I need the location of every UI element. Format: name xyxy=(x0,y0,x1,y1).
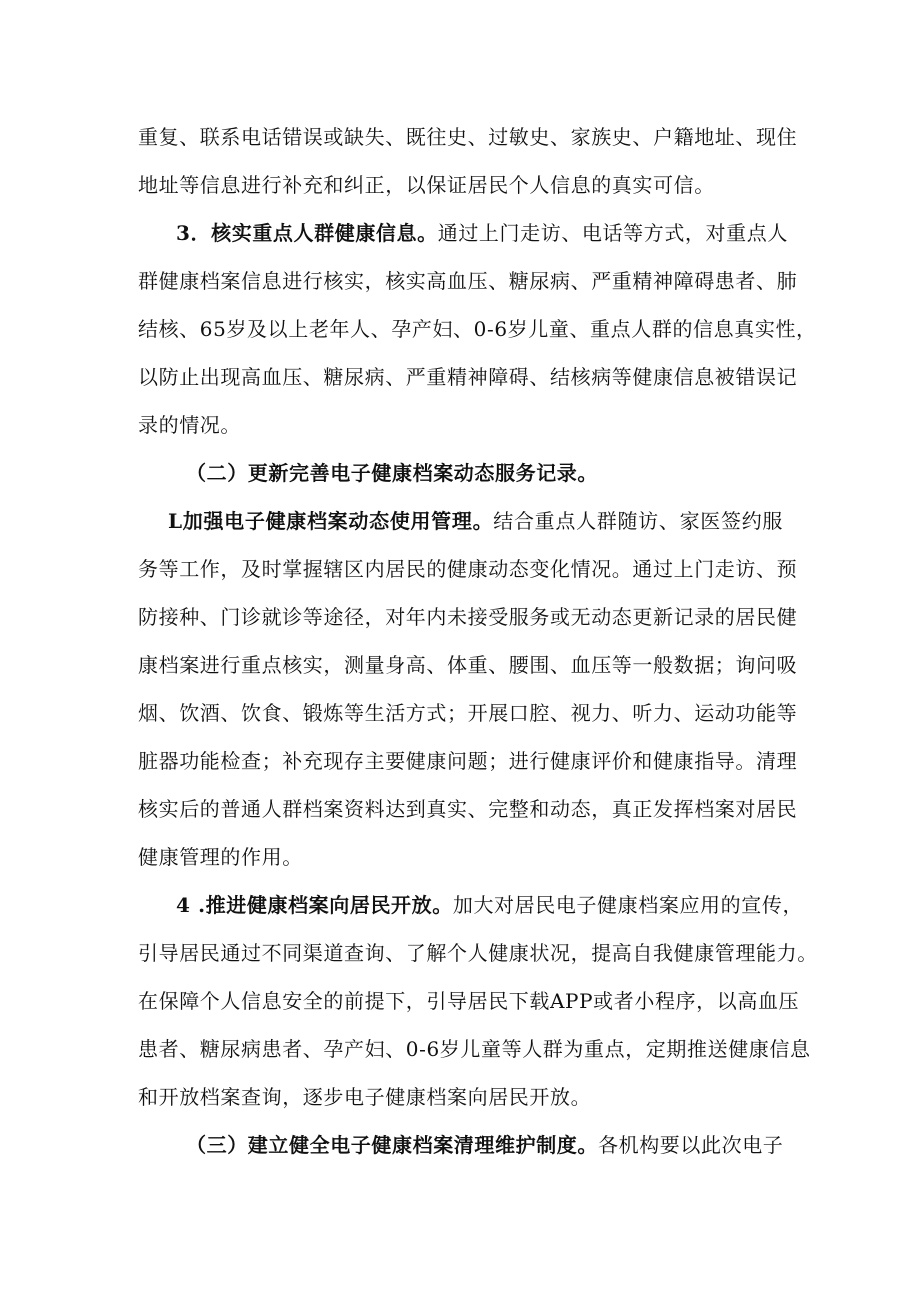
item-text: 通过上门走访、电话等方式，对重点人 xyxy=(437,221,788,245)
section-heading: （二）更新完善电子健康档案动态服务记录。 xyxy=(186,461,598,485)
text-line: 健康管理的作用。 xyxy=(138,845,303,869)
text-line: 患者、糖尿病患者、孕产妇、0-6岁儿童等人群为重点，定期推送健康信息 xyxy=(138,1037,811,1061)
item-heading: L加强电子健康档案动态使用管理。 xyxy=(168,509,494,533)
document-page xyxy=(138,113,818,1169)
text-line: 地址等信息进行补充和纠正，以保证居民个人信息的真实可信。 xyxy=(138,173,715,197)
text-line: 烟、饮酒、饮食、锻炼等生活方式；开展口腔、视力、听力、运动功能等 xyxy=(138,701,798,725)
item-heading: 3．核实重点人群健康信息。 xyxy=(176,221,438,245)
text-line: 务等工作，及时掌握辖区内居民的健康动态变化情况。通过上门走访、预 xyxy=(138,557,798,581)
text-line: 防接种、门诊就诊等途径，对年内未接受服务或无动态更新记录的居民健 xyxy=(138,605,798,629)
text-line: 在保障个人信息安全的前提下，引导居民下载APP或者小程序，以高血压 xyxy=(138,989,800,1013)
text-line: 群健康档案信息进行核实，核实高血压、糖尿病、严重精神障碍患者、肺 xyxy=(138,269,798,293)
numbered-paragraph-1 xyxy=(138,497,783,545)
item-text: 各机构要以此次电子 xyxy=(598,1133,784,1157)
item-text: 结合重点人群随访、家医签约服 xyxy=(493,509,783,533)
section-heading: （三）建立健全电子健康档案清理维护制度。 xyxy=(186,1133,598,1157)
text-line: 引导居民通过不同渠道查询、了解个人健康状况，提高自我健康管理能力。 xyxy=(138,941,818,965)
item-heading: 4 .推进健康档案向居民开放。 xyxy=(176,893,453,917)
text-line: 和开放档案查询，逐步电子健康档案向居民开放。 xyxy=(138,1085,592,1109)
text-line: 重复、联系电话错误或缺失、既往史、过敏史、家族史、户籍地址、现住 xyxy=(138,125,798,149)
numbered-paragraph-3 xyxy=(138,209,788,257)
text-line: 脏器功能检查；补充现存主要健康问题；进行健康评价和健康指导。清理 xyxy=(138,749,798,773)
section-heading-3 xyxy=(138,1121,783,1169)
text-line: 康档案进行重点核实，测量身高、体重、腰围、血压等一般数据；询问吸 xyxy=(138,653,798,677)
numbered-paragraph-4 xyxy=(138,881,804,929)
text-line: 核实后的普通人群档案资料达到真实、完整和动态，真正发挥档案对居民 xyxy=(138,797,798,821)
item-text: 加大对居民电子健康档案应用的宣传， xyxy=(452,893,804,917)
section-heading-2 xyxy=(138,449,783,497)
text-line: 录的情况。 xyxy=(138,413,241,437)
text-line: 以防止出现高血压、糖尿病、严重精神障碍、结核病等健康信息被错误记 xyxy=(138,365,798,389)
text-line: 结核、65岁及以上老年人、孕产妇、0-6岁儿童、重点人群的信息真实性， xyxy=(138,317,817,341)
